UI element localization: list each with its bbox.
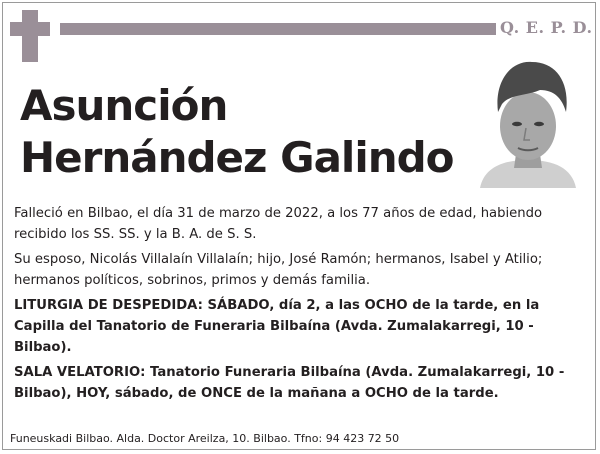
name-line-1: Asunción <box>20 81 228 130</box>
qepd-label: Q. E. P. D. <box>500 18 593 37</box>
liturgy-details: LITURGIA DE DESPEDIDA: SÁBADO, día 2, a las OCHO de la tarde, en la Capilla del Tanatorio de Funeraria Bilbaína (Avda. Zumalakarregi, 10 - Bilbao). <box>14 298 540 355</box>
name-line-2: Hernández Galindo <box>20 133 454 182</box>
family-list: Su esposo, Nicolás Villalaín Villalaín; hijo, José Ramón; hermanos, Isabel y Atilio; hermanos políticos, sobrinos, primos y demás familia. <box>14 252 543 288</box>
obituary-body <box>14 203 588 408</box>
death-announcement: Falleció en Bilbao, el día 31 de marzo de 2022, a los 77 años de edad, habiendo recibido los SS. SS. y la B. A. de S. S. <box>14 206 543 242</box>
wake-details: SALA VELATORIO: Tanatorio Funeraria Bilbaína (Avda. Zumalakarregi, 10 - Bilbao), HOY, sábado, de ONCE de la mañana a OCHO de la tarde. <box>14 365 565 401</box>
portrait-photo <box>478 56 578 188</box>
header-bar <box>60 23 496 35</box>
funeral-home-footer: Funeuskadi Bilbao. Alda. Doctor Areilza, 10. Bilbao. Tfno: 94 423 72 50 <box>10 432 400 445</box>
cross-icon-vertical <box>22 10 38 62</box>
deceased-name <box>20 80 454 184</box>
cross-icon-horizontal <box>10 22 50 36</box>
